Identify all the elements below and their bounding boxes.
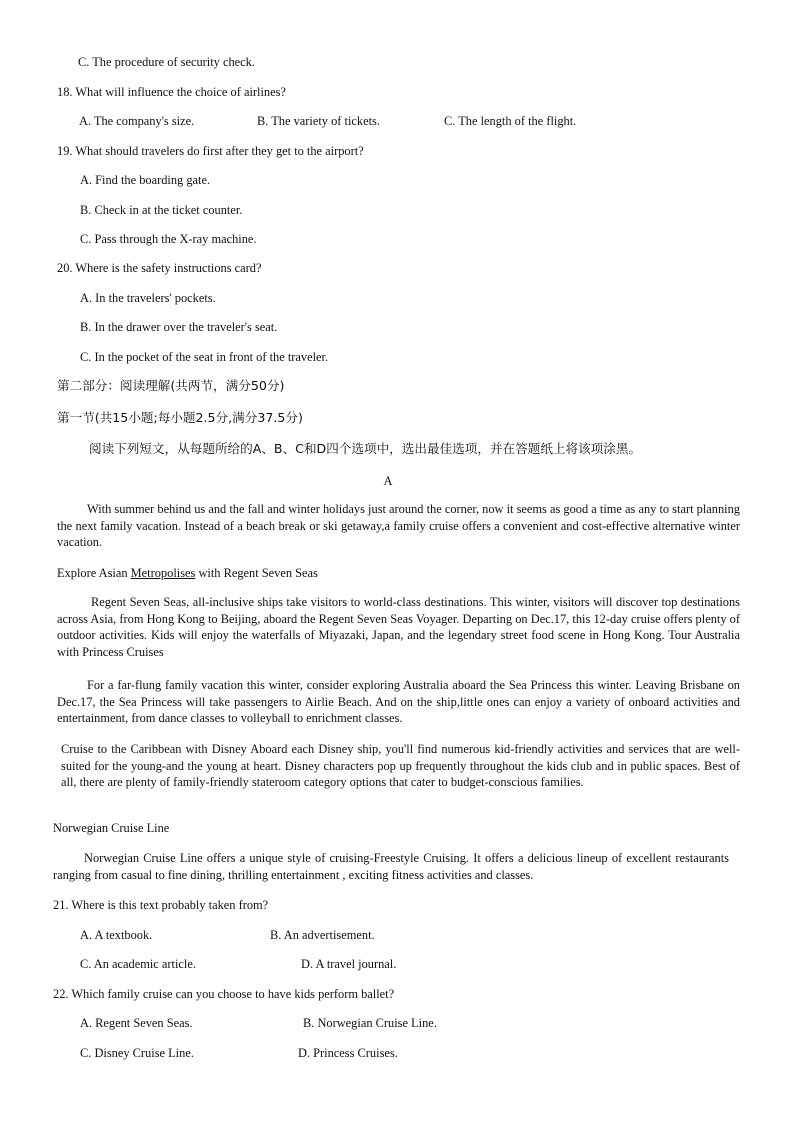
q18-option-a: A. The company's size. — [79, 114, 195, 128]
q22-option-a: A. Regent Seven Seas. — [80, 1016, 193, 1030]
heading-regent — [57, 565, 318, 581]
q22-option-c: C. Disney Cruise Line. — [80, 1046, 194, 1060]
q20-question: 20. Where is the safety instructions card? — [57, 261, 262, 275]
section1-heading: 第一节(共15小题;每小题2.5分,满分37.5分) — [57, 410, 303, 425]
q21-question: 21. Where is this text probably taken from? — [53, 898, 269, 912]
q21-option-b: B. An advertisement. — [270, 928, 375, 942]
paragraph-princess: For a far-flung family vacation this winter, consider exploring Australia aboard the Sea Princess this winter. Leaving Brisbane on Dec.17, the Sea Princess will take passengers to Airlie Beach. And on the ship,little ones can enjoy a variety of onboard activities and entertainment, from dance classes to volleyball to enrichment classes. — [57, 678, 740, 726]
q22-question: 22. Which family cruise can you choose to have kids perform ballet? — [53, 987, 395, 1001]
passage-letter: A — [383, 474, 393, 488]
q18-option-c: C. The length of the flight. — [444, 114, 577, 128]
q18-option-b: B. The variety of tickets. — [257, 114, 380, 128]
heading-regent-post: with Regent Seven Seas — [195, 566, 318, 580]
q21-option-a: A. A textbook. — [80, 928, 153, 942]
reading-instruction: 阅读下列短文，从每题所给的A、B、C和D四个选项中，选出最佳选项，并在答题纸上将该项涂黑。 — [89, 441, 642, 456]
paragraph-regent: Regent Seven Seas, all-inclusive ships take visitors to world-class destinations. This winter, visitors will discover top destinations across Asia, from Hong Kong to Beijing, aboard the Regent Seven Seas Voyager. Departing on Dec.17, this 12-day cruise offers plenty of outdoor activities. Kids will enjoy the waterfalls of Miyazaki, Japan, and the legendary street food scene in Hong Kong. Tour Australia with Princess Cruises — [57, 595, 740, 659]
q21-option-c: C. An academic article. — [80, 957, 196, 971]
q18-question: 18. What will influence the choice of airlines? — [57, 85, 286, 99]
heading-regent-pre: Explore Asian — [57, 566, 131, 580]
q17-option-c: C. The procedure of security check. — [78, 55, 255, 69]
heading-norwegian: Norwegian Cruise Line — [53, 821, 170, 835]
heading-regent-link: Metropolises — [130, 566, 196, 580]
q19-option-b: B. Check in at the ticket counter. — [80, 203, 243, 217]
q20-option-a: A. In the travelers' pockets. — [80, 291, 216, 305]
q22-option-b: B. Norwegian Cruise Line. — [303, 1016, 437, 1030]
passage-intro: With summer behind us and the fall and winter holidays just around the corner, now it seems as good a time as any to start planning the next family vacation. Instead of a beach break or ski getaway,a family cruise offers a convenient and cost-effective alternative winter vacation. — [57, 502, 740, 550]
paragraph-disney: Cruise to the Caribbean with Disney Aboard each Disney ship, you'll find numerous kid-friendly activities and services that are well-suited for the young-and the young at heart. Disney characters pop up frequently throughout the kids club and in public spaces. Best of all, there are plenty of family-friendly stateroom category options that cater to budget-conscious families. — [61, 742, 740, 790]
part2-heading: 第二部分：阅读理解(共两节，满分50分) — [57, 378, 285, 393]
q19-question: 19. What should travelers do first after they get to the airport? — [57, 144, 364, 158]
q20-option-c: C. In the pocket of the seat in front of the traveler. — [80, 350, 329, 364]
q19-option-a: A. Find the boarding gate. — [80, 173, 211, 187]
q20-option-b: B. In the drawer over the traveler's seat. — [80, 320, 278, 334]
paragraph-norwegian: Norwegian Cruise Line offers a unique style of cruising-Freestyle Cruising. It offers a delicious lineup of excellent restaurants ranging from casual to fine dining, thrilling entertainment , exciting fitness activities and classes. — [53, 851, 729, 882]
q19-option-c: C. Pass through the X-ray machine. — [80, 232, 257, 246]
q22-option-d: D. Princess Cruises. — [298, 1046, 398, 1060]
q21-option-d: D. A travel journal. — [301, 957, 397, 971]
